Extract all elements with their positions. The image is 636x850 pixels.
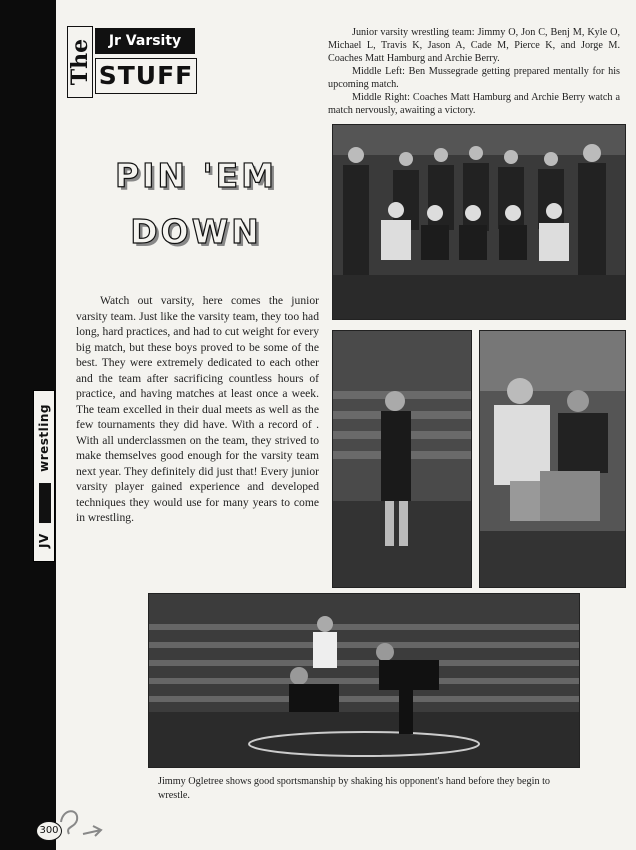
caption-team: Junior varsity wrestling team: Jimmy O, Jon C, Benj M, Kyle O, Michael L, Travis K, Jason A, Cade M, Pierce K, and Jorge M. Coaches Matt Hamburg and Archie Berry. <box>328 27 620 64</box>
bottom-photo-caption: Jimmy Ogletree shows good sportsmanship by shaking his opponent's hand before they begin to wrestle. <box>158 776 551 801</box>
section-divider-bar <box>39 483 51 523</box>
headline-line-2: DOWN <box>130 212 262 251</box>
handshake-photo <box>148 593 580 768</box>
section-tab <box>33 390 55 562</box>
section-sub-label: JV <box>37 533 51 549</box>
logo-the-box <box>67 26 93 98</box>
page-number: 300 <box>36 821 62 841</box>
section-logo <box>67 26 199 98</box>
headline-line-1: PIN 'EM <box>114 156 278 195</box>
caption-middle-left: Middle Left: Ben Mussegrade getting prepared mentally for his upcoming match. <box>328 66 620 90</box>
story-text <box>76 293 319 526</box>
photo-captions <box>328 26 620 117</box>
logo-jr-varsity: Jr Varsity <box>95 28 195 54</box>
wrestler-photo <box>332 330 472 588</box>
headline <box>96 148 296 260</box>
story-body: Watch out varsity, here comes the junior varsity team. Just like the varsity team, they too had long, hard practices, and had to cut weight for every big match, but these boys proved to be some of the best. They were extremely dedicated to each other and the team after sacrificing countless hours of practice, and having matches at least once a week. The team excelled in their dual meets as well as the few tournaments they did have. With a record of . With all underclassmen on the team, they strived to make themselves good enough for the varsity team next year. They definitely did just that! Every junior varsity player gained experience and developed techniques they would use for many years to come in wrestling. <box>76 294 319 524</box>
doodle-icon <box>57 804 107 844</box>
coaches-photo <box>479 330 626 588</box>
section-label: wrestling <box>37 403 51 472</box>
logo-the-text: The <box>67 38 93 86</box>
caption-middle-right: Middle Right: Coaches Matt Hamburg and Archie Berry watch a match nervously, awaiting a victory. <box>328 92 620 116</box>
team-photo <box>332 124 626 320</box>
logo-stuff: STUFF <box>95 58 197 94</box>
